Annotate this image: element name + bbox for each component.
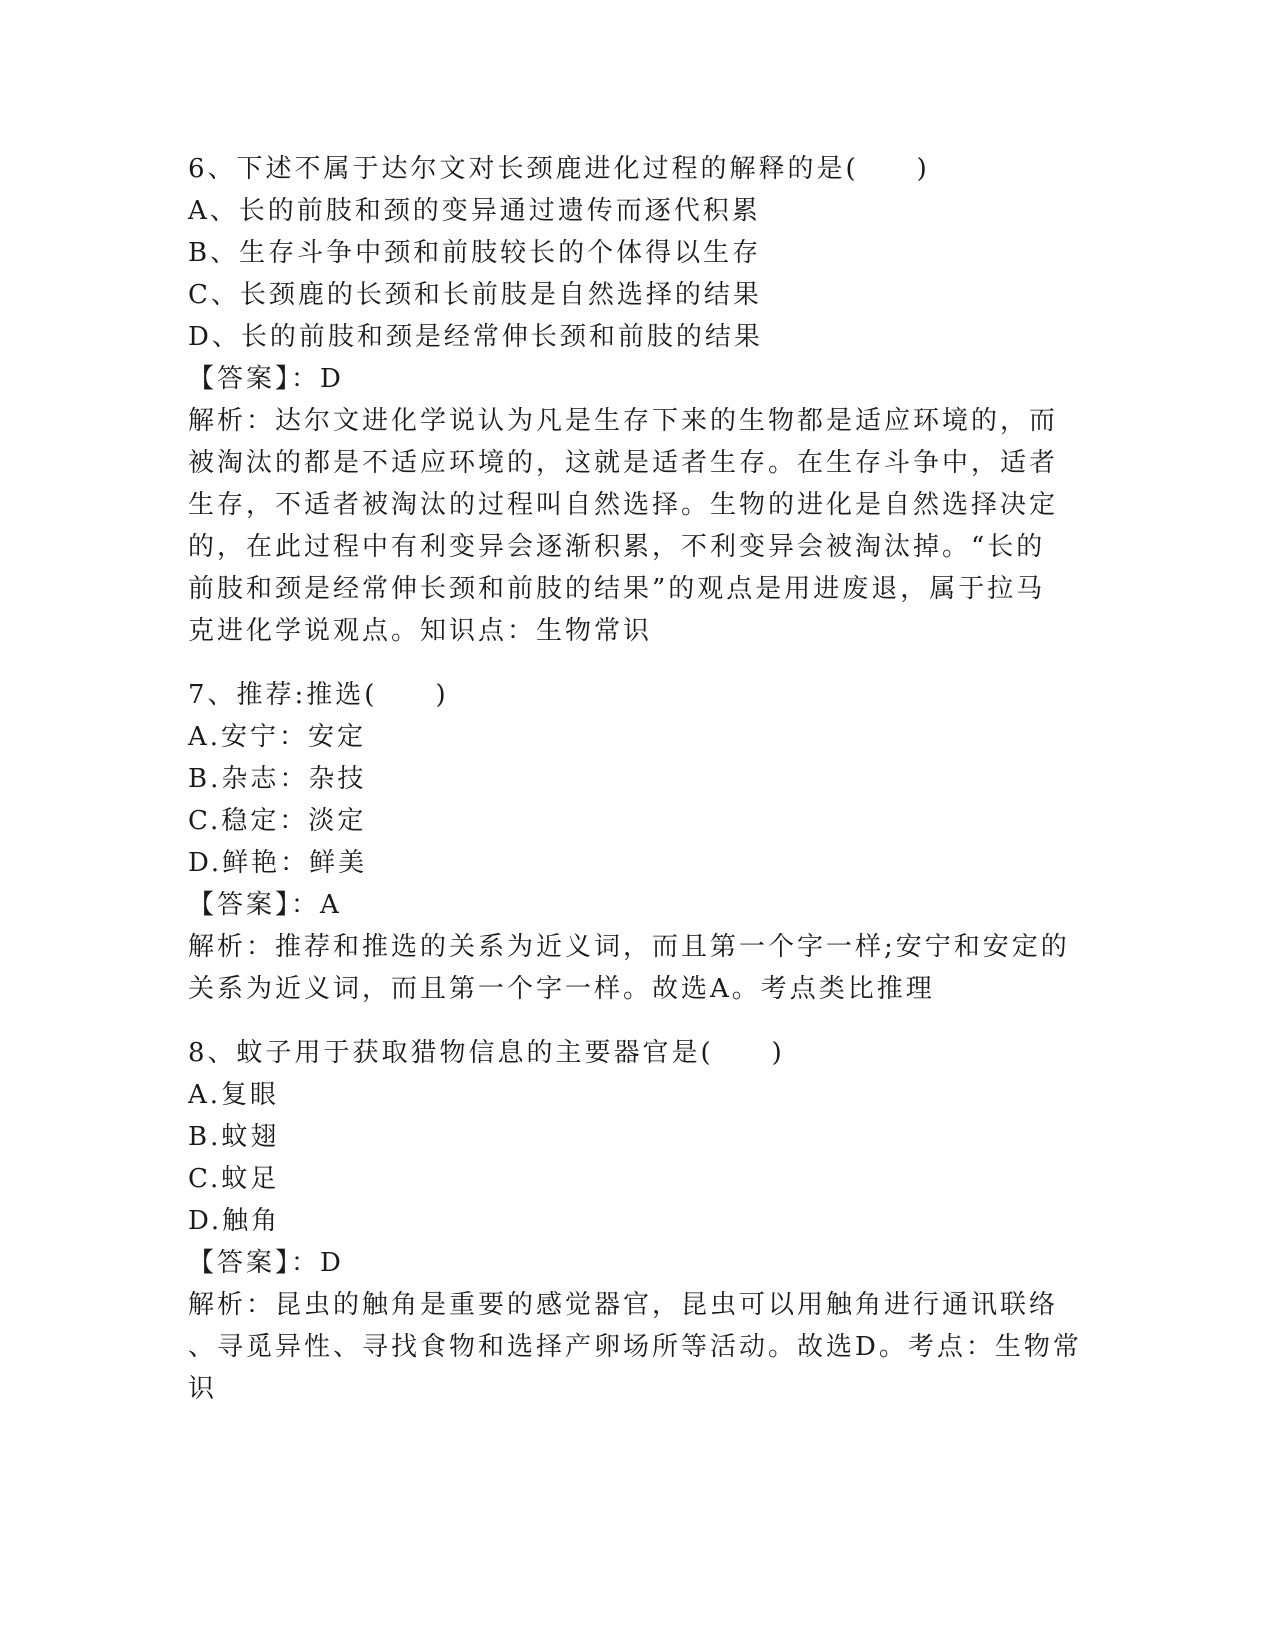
question-6 [188,148,1088,652]
analysis-line: 解析：昆虫的触角是重要的感觉器官，昆虫可以用触角进行通讯联络 [188,1290,1059,1320]
analysis-line: 克进化学说观点。知识点：生物常识 [188,616,653,646]
answer: 【答案】：A [188,890,342,920]
option-c: C.蚊足 [188,1164,280,1194]
option-d: D.触角 [188,1206,281,1236]
answer: 【答案】：D [188,364,344,394]
question-stem: 6、下述不属于达尔文对长颈鹿进化过程的解释的是( ) [188,154,930,184]
question-7 [188,674,1088,1010]
analysis-line: 生存，不适者被淘汰的过程叫自然选择。生物的进化是自然选择决定 [188,490,1059,520]
analysis-line: 被淘汰的都是不适应环境的，这就是适者生存。在生存斗争中，适者 [188,448,1059,478]
question-stem: 7、推荐:推选( ) [188,680,449,710]
analysis-line: 的，在此过程中有利变异会逐渐积累，不利变异会被淘汰掉。“长的 [188,532,1046,562]
option-d: D.鲜艳：鲜美 [188,848,368,878]
analysis-line: 解析：推荐和推选的关系为近义词，而且第一个字一样;安宁和安定的 [188,932,1070,962]
option-b: B.杂志：杂技 [188,764,367,794]
analysis-line: 关系为近义词，而且第一个字一样。故选A。考点类比推理 [188,974,935,1004]
answer: 【答案】：D [188,1248,344,1278]
option-a: A.复眼 [188,1080,280,1110]
question-8 [188,1032,1088,1410]
analysis-line: 、寻觅异性、寻找食物和选择产卵场所等活动。故选D。考点：生物常 [188,1332,1082,1362]
analysis-line: 前肢和颈是经常伸长颈和前肢的结果”的观点是用进废退，属于拉马 [188,574,1046,604]
option-c: C、长颈鹿的长颈和长前肢是自然选择的结果 [188,280,762,310]
option-b: B.蚊翅 [188,1122,280,1152]
option-c: C.稳定：淡定 [188,806,367,836]
option-a: A、长的前肢和颈的变异通过遗传而逐代积累 [188,196,761,226]
option-a: A.安宁：安定 [188,722,367,752]
option-b: B、生存斗争中颈和前肢较长的个体得以生存 [188,238,762,268]
option-d: D、长的前肢和颈是经常伸长颈和前肢的结果 [188,322,763,352]
analysis-line: 解析：达尔文进化学说认为凡是生存下来的生物都是适应环境的，而 [188,406,1059,436]
question-stem: 8、蚊子用于获取猎物信息的主要器官是( ) [188,1038,785,1068]
analysis-line: 识 [188,1374,218,1404]
document-page [188,148,1088,1432]
